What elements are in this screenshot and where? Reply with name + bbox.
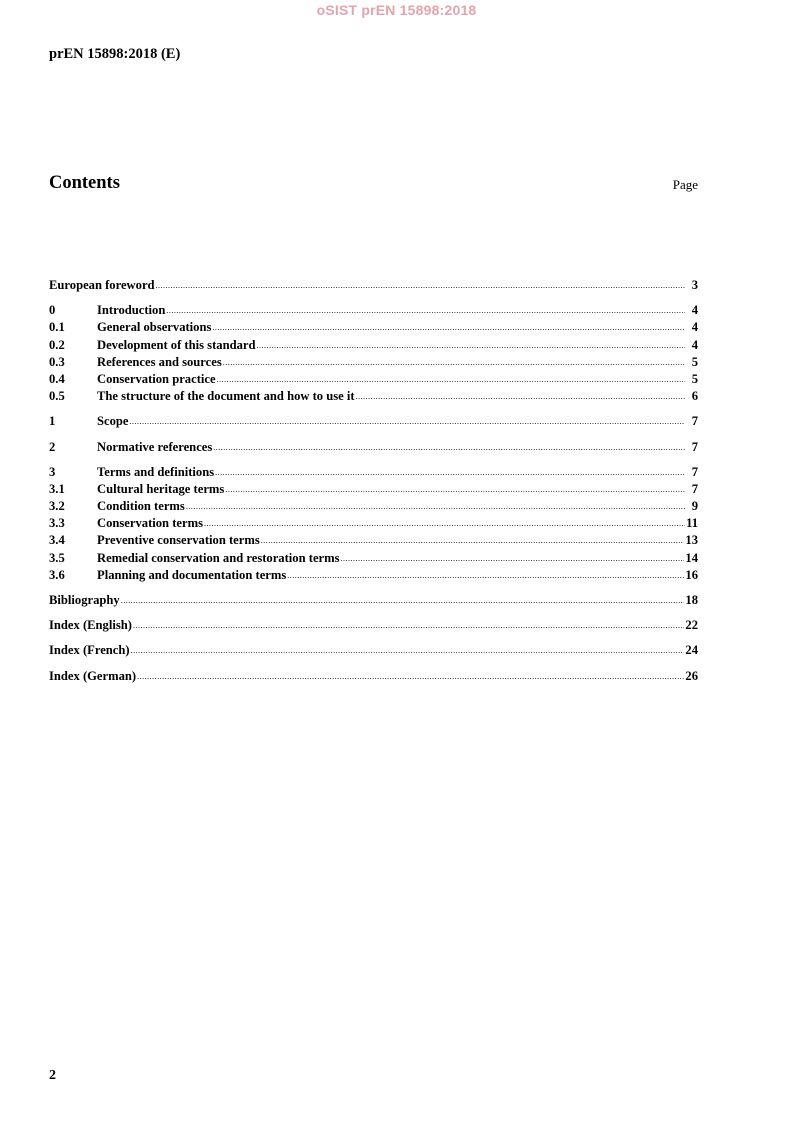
toc-entry[interactable] [49, 338, 698, 355]
toc-leader [215, 468, 685, 477]
toc-leader [204, 519, 685, 528]
toc-entry-title: General observations [97, 320, 212, 335]
toc-entry-page: 5 [691, 354, 698, 369]
toc-entry-title: European foreword [49, 278, 155, 292]
toc-entry-number: 0 [49, 303, 56, 318]
toc-entry[interactable] [49, 618, 698, 635]
document-id: prEN 15898:2018 (E) [49, 46, 181, 62]
toc-entry-page: 5 [691, 371, 698, 386]
toc-entry[interactable] [49, 593, 698, 610]
toc-leader [256, 341, 685, 350]
toc-entry-number: 0.3 [49, 354, 65, 369]
toc-entry-page: 4 [691, 320, 698, 335]
toc-entry-number: 1 [49, 414, 56, 429]
toc-entry[interactable] [49, 533, 698, 550]
toc-entry-number: 3.1 [49, 481, 65, 496]
toc-entry-title: Condition terms [97, 499, 185, 514]
toc-leader [133, 621, 684, 630]
toc-entry[interactable] [49, 482, 698, 499]
toc-entry-page: 24 [685, 643, 698, 658]
toc-entry[interactable] [49, 568, 698, 585]
toc-entry[interactable] [49, 355, 698, 372]
toc-entry-page: 7 [691, 414, 698, 429]
toc-leader [213, 443, 685, 452]
contents-title: Contents [49, 173, 120, 193]
toc-entry-title: Index (French) [49, 643, 130, 658]
toc-entry-title: Conservation terms [97, 516, 203, 531]
toc-leader [287, 571, 684, 580]
toc-entry-page: 11 [686, 516, 698, 531]
toc-entry-number: 0.5 [49, 389, 65, 404]
toc-entry-number: 0.1 [49, 320, 65, 335]
toc-entry-title: References and sources [97, 354, 222, 369]
toc-entry-number: 3.3 [49, 516, 65, 531]
toc-leader [341, 554, 685, 563]
toc-entry-number: 3.4 [49, 533, 65, 548]
toc-entry-title: Terms and definitions [97, 464, 215, 479]
toc-entry[interactable] [49, 320, 698, 337]
toc-entry-page: 7 [691, 439, 698, 454]
page-column-label: Page [672, 177, 698, 192]
table-of-contents [49, 278, 698, 686]
toc-entry-page: 16 [685, 567, 698, 582]
toc-entry-number: 2 [49, 439, 56, 454]
toc-entry-title: Conservation practice [97, 371, 216, 386]
toc-entry[interactable] [49, 414, 698, 431]
toc-entry[interactable] [49, 440, 698, 457]
toc-entry-title: Scope [97, 414, 129, 429]
toc-entry[interactable] [49, 643, 698, 660]
toc-entry-title: Index (English) [49, 618, 132, 633]
toc-leader [212, 323, 685, 332]
toc-leader [217, 375, 685, 384]
toc-entry-number: 3 [49, 464, 56, 479]
toc-leader [137, 672, 684, 681]
toc-leader [121, 596, 685, 605]
watermark: oSIST prEN 15898:2018 [316, 2, 477, 18]
toc-entry[interactable] [49, 372, 698, 389]
toc-entry[interactable] [49, 516, 698, 533]
toc-entry-page: 4 [691, 337, 698, 352]
toc-entry-title: Cultural heritage terms [97, 481, 225, 496]
toc-entry-title: Remedial conservation and restoration terms [97, 550, 340, 565]
toc-entry-number: 3.6 [49, 567, 65, 582]
toc-entry-page: 22 [685, 618, 698, 633]
toc-leader [131, 646, 685, 655]
toc-entry[interactable] [49, 499, 698, 516]
toc-entry-page: 4 [691, 303, 698, 318]
toc-entry-page: 6 [691, 389, 698, 404]
toc-entry-title: Planning and documentation terms [97, 567, 287, 582]
toc-leader [223, 358, 685, 367]
toc-entry-number: 0.4 [49, 371, 65, 386]
toc-leader [261, 536, 685, 545]
toc-leader [156, 281, 685, 290]
toc-entry-page: 13 [685, 533, 698, 548]
toc-leader [129, 417, 685, 426]
toc-entry-title: Development of this standard [97, 337, 256, 352]
toc-entry-number: 3.5 [49, 550, 65, 565]
toc-entry[interactable] [49, 669, 698, 686]
toc-entry-number: 0.2 [49, 337, 65, 352]
toc-entry-title: Introduction [97, 303, 166, 318]
toc-entry-page: 14 [685, 550, 698, 565]
toc-entry-title: Bibliography [49, 593, 120, 607]
toc-entry-title: Preventive conservation terms [97, 533, 260, 548]
toc-entry-page: 9 [691, 499, 698, 514]
toc-entry-title: Normative references [97, 439, 213, 454]
toc-leader [225, 485, 685, 494]
toc-entry[interactable] [49, 278, 698, 295]
toc-leader [166, 306, 685, 315]
toc-leader [186, 502, 685, 511]
toc-entry-page: 7 [691, 481, 698, 496]
page-number: 2 [49, 1068, 56, 1083]
toc-entry[interactable] [49, 303, 698, 320]
toc-leader [356, 392, 685, 401]
toc-entry[interactable] [49, 551, 698, 568]
toc-entry-title: Index (German) [49, 668, 137, 683]
toc-entry-page: 7 [691, 464, 698, 479]
toc-entry-page: 3 [691, 278, 698, 292]
toc-entry-number: 3.2 [49, 499, 65, 514]
toc-entry[interactable] [49, 389, 698, 406]
toc-entry-title: The structure of the document and how to use it [97, 389, 355, 404]
toc-entry-page: 26 [685, 668, 698, 683]
toc-entry-page: 18 [685, 593, 698, 607]
toc-entry[interactable] [49, 465, 698, 482]
